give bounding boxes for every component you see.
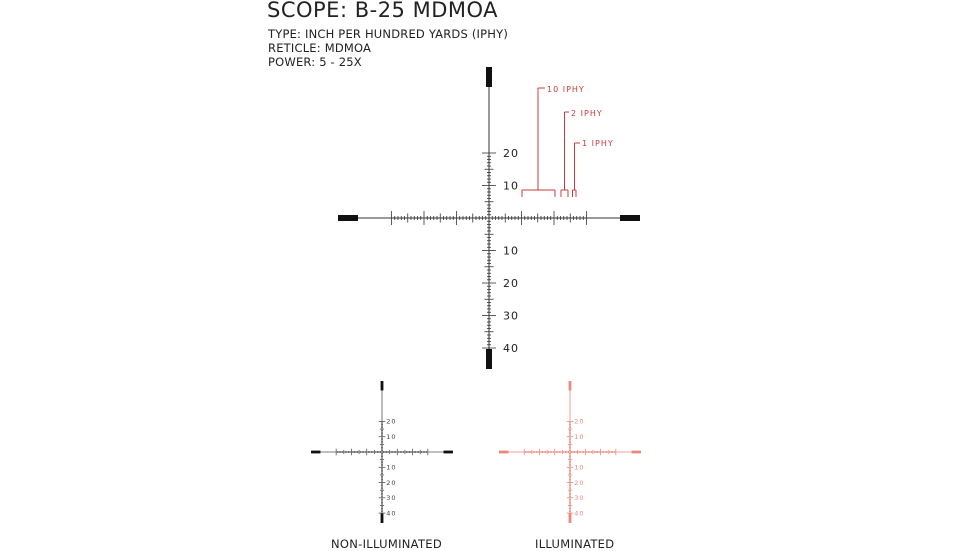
left-post [311,451,320,454]
non-illuminated-reticle [311,381,453,523]
illuminated-reticle [499,381,641,523]
elevation-label: 10 [574,463,585,472]
elevation-label: 20 [574,478,585,487]
callout-1-iphy: 1 IPHY [582,139,614,148]
top-post [569,381,572,390]
elevation-label: 30 [503,309,519,323]
iphy-callouts [522,85,614,197]
elevation-label: 10 [503,179,519,193]
right-post [620,215,640,221]
type-line: TYPE: INCH PER HUNDRED YARDS (IPHY) [268,27,509,41]
top-post [486,67,492,87]
page-title: SCOPE: B-25 MDMOA [267,0,499,22]
elevation-label: 40 [574,509,585,518]
left-post [499,451,508,454]
elevation-label: 20 [574,417,585,426]
elevation-label: 30 [574,494,585,503]
non-illuminated-caption: NON-ILLUMINATED [331,537,442,551]
bottom-post [569,514,572,523]
top-post [381,381,384,390]
elevation-label: 10 [386,433,397,441]
elevation-label: 40 [386,509,397,518]
illuminated-caption: ILLUMINATED [535,537,615,551]
elevation-label: 30 [386,494,397,503]
elevation-label: 20 [503,276,519,290]
elevation-label: 10 [386,463,397,472]
bottom-post [381,514,384,523]
callout-2-iphy: 2 IPHY [571,109,603,118]
elevation-label: 20 [386,478,397,487]
right-post [444,451,453,454]
elevation-label: 20 [503,146,519,160]
callout-10-iphy: 10 IPHY [547,85,585,94]
elevation-label: 20 [386,417,397,426]
elevation-label: 10 [503,244,519,258]
elevation-label: 10 [574,433,585,441]
power-line: POWER: 5 - 25X [268,55,362,69]
elevation-label: 40 [503,341,519,355]
reticle-line: RETICLE: MDMOA [268,41,372,55]
left-post [338,215,358,221]
bottom-post [486,349,492,369]
right-post [632,451,641,454]
